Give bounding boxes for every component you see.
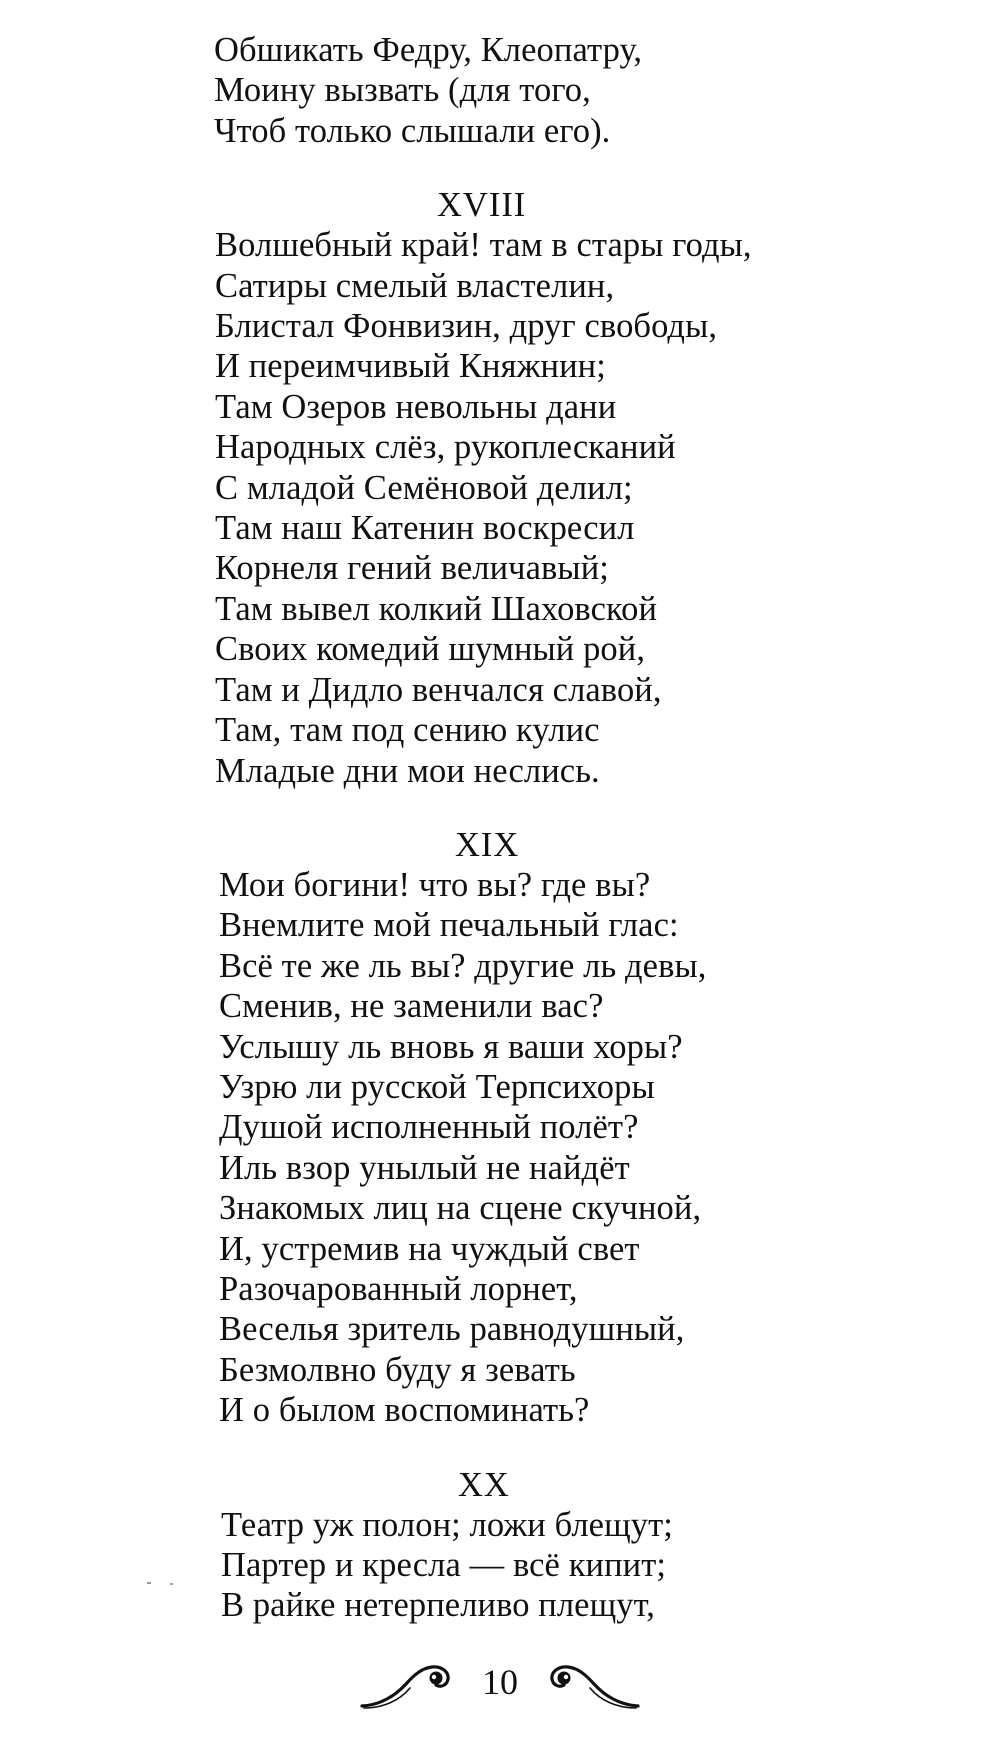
print-speck [170, 1583, 173, 1585]
verse-line: Обшикать Федру, Клеопатру, [214, 31, 643, 69]
verse-line: Безмолвно буду я зевать [219, 1350, 576, 1389]
verse-line: Народных слёз, рукоплесканий [215, 428, 676, 467]
verse-line: И, устремив на чуждый свет [219, 1229, 640, 1268]
poem-text [214, 30, 919, 1626]
verse-line: Внемлите мой печальный глас: [219, 906, 679, 945]
verse-line: Мои богини! что вы? где вы? [219, 865, 651, 904]
verse-line: Младые дни мои неслись. [215, 751, 600, 790]
verse-line: Блистал Фонвизин, друг свободы, [215, 307, 718, 346]
verse-line: Разочарованный лорнет, [219, 1269, 578, 1308]
opening-lines [214, 30, 919, 151]
verse-line: Услышу ль вновь я ваши хоры? [219, 1027, 683, 1066]
verse-line: Театр уж полон; ложи блещут; [221, 1505, 673, 1544]
verse-line: Душой исполненный полёт? [219, 1108, 639, 1147]
stanza-xix [219, 825, 919, 1431]
verse-line: Чтоб только слышали его). [214, 111, 611, 150]
verse-line: Там наш Катенин воскресил [215, 509, 635, 548]
verse-line: Узрю ли русской Терпсихоры [219, 1067, 655, 1106]
verse-line: Там и Дидло венчался славой, [215, 670, 662, 709]
stanza-number: XVIII [437, 186, 527, 225]
page-number: 10 [482, 1662, 518, 1702]
verse-line: Там вывел колкий Шаховской [215, 589, 658, 628]
verse-line: Веселья зритель равнодушный, [219, 1310, 685, 1349]
verse-line: И о былом воспоминать? [219, 1391, 590, 1430]
verse-line: Моину вызвать (для того, [214, 71, 591, 110]
verse-line: Сатиры смелый властелин, [215, 266, 615, 305]
verse-line: С младой Семёновой делил; [215, 468, 633, 507]
verse-line: Всё те же ль вы? другие ль девы, [219, 946, 707, 985]
verse-line: Знакомых лиц на сцене скучной, [219, 1189, 702, 1228]
verse-line: И переимчивый Княжнин; [215, 347, 606, 386]
stanza-xx [221, 1465, 919, 1626]
stanza-number: XX [458, 1465, 510, 1504]
verse-line: Там, там под сению кулис [215, 711, 600, 750]
verse-line: Корнеля гений величавый; [215, 549, 609, 588]
verse-line: Партер и кресла — всё кипит; [221, 1546, 667, 1584]
verse-line: Сменив, не заменили вас? [219, 987, 604, 1026]
stanza-xviii [215, 185, 919, 791]
verse-line: Своих комедий шумный рой, [215, 630, 646, 669]
verse-line: В райке нетерпеливо плещут, [221, 1586, 655, 1625]
verse-line: Волшебный край! там в стары годы, [215, 226, 752, 265]
verse-line: Там Озеров невольны дани [215, 387, 617, 426]
print-speck [147, 1582, 151, 1584]
stanza-number: XIX [455, 825, 520, 864]
page-footer [350, 1648, 650, 1718]
verse-line: Иль взор унылый не найдёт [219, 1148, 630, 1187]
